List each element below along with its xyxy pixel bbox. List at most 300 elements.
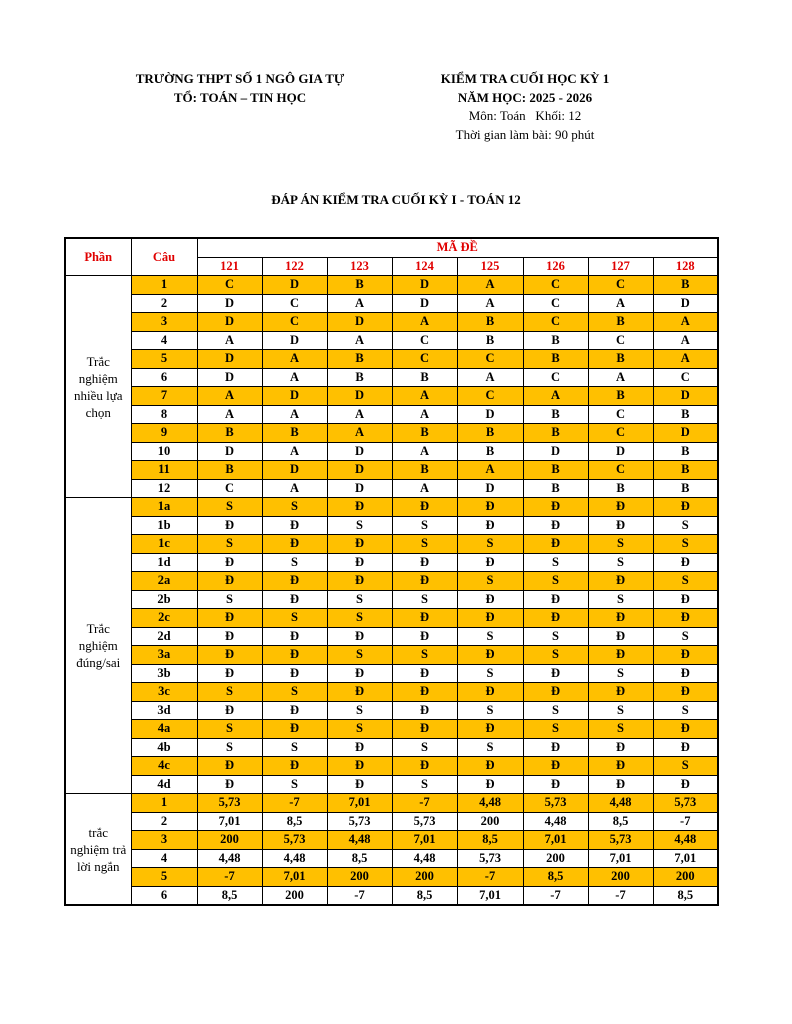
answer-cell: C bbox=[588, 424, 653, 443]
answer-cell: C bbox=[262, 294, 327, 313]
answer-cell: Đ bbox=[523, 535, 588, 554]
answer-cell: Đ bbox=[523, 738, 588, 757]
answer-cell: B bbox=[197, 424, 262, 443]
answer-cell: Đ bbox=[523, 590, 588, 609]
answer-cell: 8,5 bbox=[392, 886, 457, 905]
answer-cell: S bbox=[653, 572, 718, 591]
answer-cell: 200 bbox=[457, 812, 523, 831]
answer-cell: B bbox=[588, 313, 653, 332]
answer-cell: 5,73 bbox=[457, 849, 523, 868]
answer-table bbox=[64, 237, 719, 906]
school-name: TRƯỜNG THPT SỐ 1 NGÔ GIA TỰ bbox=[135, 71, 345, 86]
answer-cell: 5,73 bbox=[653, 794, 718, 813]
answer-cell: B bbox=[653, 442, 718, 461]
answer-cell: A bbox=[392, 313, 457, 332]
table-row bbox=[65, 738, 718, 757]
answer-cell: 8,5 bbox=[262, 812, 327, 831]
answer-cell: 4,48 bbox=[588, 794, 653, 813]
answer-cell: B bbox=[327, 368, 392, 387]
answer-cell: 200 bbox=[262, 886, 327, 905]
answer-cell: D bbox=[327, 313, 392, 332]
answer-cell: S bbox=[392, 535, 457, 554]
answer-cell: S bbox=[653, 516, 718, 535]
answer-cell: 200 bbox=[392, 868, 457, 887]
answer-cell: B bbox=[262, 424, 327, 443]
answer-cell: Đ bbox=[457, 757, 523, 776]
table-row bbox=[65, 683, 718, 702]
answer-cell: Đ bbox=[653, 646, 718, 665]
answer-cell: Đ bbox=[262, 572, 327, 591]
answer-cell: -7 bbox=[588, 886, 653, 905]
answer-cell: B bbox=[457, 313, 523, 332]
answer-cell: 5,73 bbox=[588, 831, 653, 850]
answer-cell: 7,01 bbox=[197, 812, 262, 831]
answer-cell: S bbox=[523, 627, 588, 646]
answer-cell: C bbox=[523, 313, 588, 332]
answer-cell: Đ bbox=[588, 609, 653, 628]
answer-cell: Đ bbox=[327, 627, 392, 646]
answer-cell: D bbox=[262, 276, 327, 295]
answer-cell: -7 bbox=[523, 886, 588, 905]
answer-cell: Đ bbox=[653, 683, 718, 702]
answer-cell: 200 bbox=[197, 831, 262, 850]
answer-cell: A bbox=[327, 294, 392, 313]
question-number: 8 bbox=[131, 405, 197, 424]
table-row bbox=[65, 553, 718, 572]
question-number: 12 bbox=[131, 479, 197, 498]
answer-cell: Đ bbox=[327, 535, 392, 554]
table-row bbox=[65, 590, 718, 609]
answer-cell: A bbox=[588, 294, 653, 313]
answer-cell: B bbox=[588, 479, 653, 498]
answer-cell: B bbox=[197, 461, 262, 480]
answer-cell: S bbox=[523, 720, 588, 739]
answer-cell: S bbox=[392, 516, 457, 535]
answer-cell: Đ bbox=[523, 609, 588, 628]
answer-cell: S bbox=[197, 738, 262, 757]
answer-cell: A bbox=[262, 479, 327, 498]
answer-table-body bbox=[65, 276, 718, 906]
answer-cell: B bbox=[523, 461, 588, 480]
answer-cell: Đ bbox=[262, 720, 327, 739]
answer-cell: Đ bbox=[327, 553, 392, 572]
table-row bbox=[65, 664, 718, 683]
answer-cell: Đ bbox=[653, 775, 718, 794]
section-label: trắc nghiệm trả lời ngắn bbox=[65, 794, 131, 906]
answer-cell: 8,5 bbox=[653, 886, 718, 905]
exam-code-header: 121 bbox=[197, 257, 262, 276]
answer-cell: 8,5 bbox=[197, 886, 262, 905]
answer-cell: Đ bbox=[457, 553, 523, 572]
answer-cell: Đ bbox=[197, 516, 262, 535]
answer-cell: 7,01 bbox=[653, 849, 718, 868]
answer-cell: Đ bbox=[588, 775, 653, 794]
answer-cell: D bbox=[327, 387, 392, 406]
answer-table-wrapper bbox=[64, 237, 719, 906]
answer-cell: S bbox=[588, 701, 653, 720]
answer-cell: 5,73 bbox=[197, 794, 262, 813]
table-row bbox=[65, 405, 718, 424]
answer-cell: D bbox=[457, 479, 523, 498]
answer-cell: 4,48 bbox=[197, 849, 262, 868]
column-header-cau: Câu bbox=[131, 238, 197, 276]
answer-cell: Đ bbox=[523, 775, 588, 794]
answer-cell: 7,01 bbox=[457, 886, 523, 905]
answer-cell: S bbox=[197, 590, 262, 609]
answer-cell: 7,01 bbox=[588, 849, 653, 868]
answer-cell: D bbox=[262, 331, 327, 350]
table-row bbox=[65, 609, 718, 628]
answer-cell: Đ bbox=[197, 757, 262, 776]
question-number: 4d bbox=[131, 775, 197, 794]
answer-cell: S bbox=[197, 535, 262, 554]
answer-cell: A bbox=[327, 405, 392, 424]
answer-cell: C bbox=[588, 331, 653, 350]
column-header-ma-de: MÃ ĐỀ bbox=[197, 238, 718, 257]
answer-cell: S bbox=[262, 609, 327, 628]
answer-cell: C bbox=[197, 479, 262, 498]
answer-cell: 200 bbox=[523, 849, 588, 868]
answer-cell: 5,73 bbox=[523, 794, 588, 813]
question-number: 3b bbox=[131, 664, 197, 683]
question-number: 2 bbox=[131, 812, 197, 831]
answer-cell: 4,48 bbox=[262, 849, 327, 868]
answer-cell: D bbox=[197, 350, 262, 369]
question-number: 6 bbox=[131, 886, 197, 905]
answer-cell: S bbox=[588, 664, 653, 683]
question-number: 1 bbox=[131, 794, 197, 813]
answer-cell: S bbox=[523, 701, 588, 720]
answer-cell: S bbox=[392, 775, 457, 794]
answer-cell: Đ bbox=[327, 664, 392, 683]
answer-cell: Đ bbox=[392, 664, 457, 683]
question-number: 3 bbox=[131, 313, 197, 332]
answer-cell: -7 bbox=[262, 794, 327, 813]
answer-cell: S bbox=[327, 590, 392, 609]
answer-cell: Đ bbox=[457, 590, 523, 609]
answer-cell: S bbox=[588, 553, 653, 572]
table-row bbox=[65, 424, 718, 443]
answer-cell: S bbox=[523, 572, 588, 591]
table-row bbox=[65, 720, 718, 739]
exam-header bbox=[390, 70, 660, 144]
answer-cell: Đ bbox=[457, 646, 523, 665]
answer-cell: B bbox=[457, 331, 523, 350]
question-number: 9 bbox=[131, 424, 197, 443]
answer-cell: A bbox=[392, 479, 457, 498]
answer-cell: A bbox=[262, 442, 327, 461]
answer-cell: Đ bbox=[327, 757, 392, 776]
answer-cell: C bbox=[588, 461, 653, 480]
answer-cell: B bbox=[327, 276, 392, 295]
question-number: 2c bbox=[131, 609, 197, 628]
answer-cell: S bbox=[457, 572, 523, 591]
duration-line: Thời gian làm bài: 90 phút bbox=[455, 126, 595, 142]
answer-cell: Đ bbox=[197, 775, 262, 794]
question-number: 2d bbox=[131, 627, 197, 646]
answer-cell: C bbox=[653, 368, 718, 387]
question-number: 2 bbox=[131, 294, 197, 313]
answer-cell: S bbox=[197, 498, 262, 517]
answer-cell: S bbox=[327, 720, 392, 739]
answer-cell: A bbox=[653, 350, 718, 369]
column-header-phan: Phần bbox=[65, 238, 131, 276]
table-row bbox=[65, 368, 718, 387]
answer-cell: S bbox=[262, 553, 327, 572]
answer-cell: 4,48 bbox=[457, 794, 523, 813]
answer-cell: B bbox=[653, 479, 718, 498]
answer-cell: S bbox=[262, 738, 327, 757]
answer-cell: A bbox=[457, 461, 523, 480]
table-row bbox=[65, 646, 718, 665]
exam-code-header: 126 bbox=[523, 257, 588, 276]
answer-cell: D bbox=[262, 461, 327, 480]
question-number: 6 bbox=[131, 368, 197, 387]
answer-cell: B bbox=[523, 479, 588, 498]
answer-cell: A bbox=[197, 405, 262, 424]
subject-line: Môn: Toán Khối: 12 bbox=[468, 108, 582, 123]
answer-cell: S bbox=[588, 720, 653, 739]
question-number: 11 bbox=[131, 461, 197, 480]
table-row bbox=[65, 479, 718, 498]
answer-cell: B bbox=[392, 424, 457, 443]
exam-code-header: 122 bbox=[262, 257, 327, 276]
answer-cell: 8,5 bbox=[588, 812, 653, 831]
table-row bbox=[65, 572, 718, 591]
answer-cell: B bbox=[523, 424, 588, 443]
answer-cell: -7 bbox=[457, 868, 523, 887]
section-label: Trắc nghiệm nhiều lựa chọn bbox=[65, 276, 131, 498]
question-number: 10 bbox=[131, 442, 197, 461]
table-row bbox=[65, 516, 718, 535]
answer-cell: S bbox=[523, 553, 588, 572]
answer-cell: Đ bbox=[262, 646, 327, 665]
answer-cell: B bbox=[327, 350, 392, 369]
answer-cell: Đ bbox=[262, 516, 327, 535]
answer-cell: D bbox=[653, 424, 718, 443]
answer-cell: A bbox=[262, 368, 327, 387]
answer-cell: Đ bbox=[588, 516, 653, 535]
answer-cell: Đ bbox=[588, 498, 653, 517]
answer-cell: S bbox=[653, 701, 718, 720]
answer-cell: Đ bbox=[588, 683, 653, 702]
answer-cell: 8,5 bbox=[523, 868, 588, 887]
table-row bbox=[65, 701, 718, 720]
table-row bbox=[65, 849, 718, 868]
answer-cell: Đ bbox=[392, 572, 457, 591]
answer-cell: Đ bbox=[327, 498, 392, 517]
answer-cell: D bbox=[327, 442, 392, 461]
answer-cell: Đ bbox=[327, 738, 392, 757]
answer-cell: -7 bbox=[653, 812, 718, 831]
table-row bbox=[65, 461, 718, 480]
answer-cell: 4,48 bbox=[327, 831, 392, 850]
answer-cell: 8,5 bbox=[457, 831, 523, 850]
answer-cell: B bbox=[523, 405, 588, 424]
department-name: TỔ: TOÁN – TIN HỌC bbox=[173, 89, 307, 105]
answer-cell: Đ bbox=[653, 498, 718, 517]
answer-cell: Đ bbox=[392, 553, 457, 572]
section-label: Trắc nghiệm đúng/sai bbox=[65, 498, 131, 794]
answer-cell: 7,01 bbox=[327, 794, 392, 813]
answer-cell: 200 bbox=[588, 868, 653, 887]
question-number: 1b bbox=[131, 516, 197, 535]
answer-cell: Đ bbox=[588, 646, 653, 665]
question-number: 4a bbox=[131, 720, 197, 739]
answer-cell: Đ bbox=[327, 683, 392, 702]
answer-cell: Đ bbox=[653, 738, 718, 757]
answer-cell: Đ bbox=[457, 720, 523, 739]
answer-cell: Đ bbox=[457, 516, 523, 535]
answer-cell: S bbox=[523, 646, 588, 665]
answer-cell: S bbox=[262, 683, 327, 702]
answer-cell: B bbox=[457, 424, 523, 443]
question-number: 7 bbox=[131, 387, 197, 406]
answer-cell: S bbox=[197, 720, 262, 739]
table-row bbox=[65, 331, 718, 350]
answer-cell: A bbox=[392, 442, 457, 461]
question-number: 3 bbox=[131, 831, 197, 850]
answer-cell: 4,48 bbox=[653, 831, 718, 850]
answer-cell: Đ bbox=[197, 572, 262, 591]
answer-cell: Đ bbox=[262, 701, 327, 720]
answer-cell: S bbox=[327, 609, 392, 628]
answer-cell: -7 bbox=[327, 886, 392, 905]
table-row bbox=[65, 831, 718, 850]
document-title: ĐÁP ÁN KIỂM TRA CUỐI KỲ I - TOÁN 12 bbox=[271, 192, 521, 207]
answer-cell: Đ bbox=[197, 664, 262, 683]
answer-cell: Đ bbox=[588, 572, 653, 591]
answer-cell: Đ bbox=[588, 738, 653, 757]
school-year: NĂM HỌC: 2025 - 2026 bbox=[457, 89, 593, 105]
table-row bbox=[65, 775, 718, 794]
answer-cell: A bbox=[457, 276, 523, 295]
answer-cell: D bbox=[197, 294, 262, 313]
answer-cell: C bbox=[523, 368, 588, 387]
answer-cell: D bbox=[653, 387, 718, 406]
question-number: 1c bbox=[131, 535, 197, 554]
question-number: 4b bbox=[131, 738, 197, 757]
answer-cell: S bbox=[457, 535, 523, 554]
question-number: 5 bbox=[131, 350, 197, 369]
answer-cell: B bbox=[588, 350, 653, 369]
answer-cell: Đ bbox=[327, 775, 392, 794]
table-row bbox=[65, 627, 718, 646]
answer-cell: B bbox=[457, 442, 523, 461]
answer-cell: S bbox=[457, 664, 523, 683]
answer-cell: Đ bbox=[392, 498, 457, 517]
answer-cell: Đ bbox=[653, 609, 718, 628]
answer-cell: Đ bbox=[523, 757, 588, 776]
answer-cell: Đ bbox=[262, 664, 327, 683]
answer-cell: Đ bbox=[523, 683, 588, 702]
answer-cell: 200 bbox=[327, 868, 392, 887]
answer-cell: Đ bbox=[197, 646, 262, 665]
answer-cell: Đ bbox=[392, 609, 457, 628]
question-number: 3c bbox=[131, 683, 197, 702]
answer-cell: B bbox=[653, 405, 718, 424]
answer-cell: Đ bbox=[523, 664, 588, 683]
answer-cell: C bbox=[457, 350, 523, 369]
answer-cell: Đ bbox=[523, 498, 588, 517]
answer-cell: D bbox=[653, 294, 718, 313]
answer-cell: C bbox=[523, 294, 588, 313]
table-row bbox=[65, 313, 718, 332]
answer-cell: A bbox=[197, 331, 262, 350]
answer-cell: B bbox=[392, 368, 457, 387]
table-row bbox=[65, 868, 718, 887]
answer-cell: A bbox=[327, 424, 392, 443]
exam-title: KIỂM TRA CUỐI HỌC KỲ 1 bbox=[440, 71, 610, 86]
answer-cell: A bbox=[262, 350, 327, 369]
answer-cell: S bbox=[262, 775, 327, 794]
answer-cell: B bbox=[653, 276, 718, 295]
exam-code-header: 123 bbox=[327, 257, 392, 276]
table-row bbox=[65, 350, 718, 369]
answer-cell: Đ bbox=[197, 553, 262, 572]
answer-cell: S bbox=[588, 535, 653, 554]
table-row bbox=[65, 886, 718, 905]
answer-cell: B bbox=[523, 350, 588, 369]
answer-cell: D bbox=[588, 442, 653, 461]
answer-cell: Đ bbox=[653, 553, 718, 572]
answer-cell: A bbox=[653, 313, 718, 332]
answer-cell: A bbox=[588, 368, 653, 387]
question-number: 5 bbox=[131, 868, 197, 887]
answer-cell: Đ bbox=[457, 775, 523, 794]
answer-cell: Đ bbox=[197, 701, 262, 720]
answer-cell: D bbox=[392, 276, 457, 295]
question-number: 4 bbox=[131, 849, 197, 868]
answer-cell: S bbox=[653, 757, 718, 776]
answer-cell: D bbox=[197, 368, 262, 387]
answer-cell: S bbox=[262, 498, 327, 517]
exam-code-header: 128 bbox=[653, 257, 718, 276]
answer-cell: D bbox=[327, 461, 392, 480]
question-number: 4 bbox=[131, 331, 197, 350]
answer-cell: Đ bbox=[457, 609, 523, 628]
question-number: 2b bbox=[131, 590, 197, 609]
answer-cell: D bbox=[197, 442, 262, 461]
answer-cell: Đ bbox=[262, 627, 327, 646]
answer-cell: 7,01 bbox=[523, 831, 588, 850]
question-number: 1a bbox=[131, 498, 197, 517]
answer-cell: A bbox=[197, 387, 262, 406]
answer-cell: C bbox=[392, 350, 457, 369]
exam-code-header: 125 bbox=[457, 257, 523, 276]
answer-cell: Đ bbox=[327, 572, 392, 591]
answer-cell: S bbox=[588, 590, 653, 609]
answer-cell: 4,48 bbox=[523, 812, 588, 831]
exam-code-header: 127 bbox=[588, 257, 653, 276]
answer-cell: 200 bbox=[653, 868, 718, 887]
question-number: 3a bbox=[131, 646, 197, 665]
answer-cell: C bbox=[588, 276, 653, 295]
question-number: 2a bbox=[131, 572, 197, 591]
answer-cell: C bbox=[523, 276, 588, 295]
answer-cell: 5,73 bbox=[327, 812, 392, 831]
table-row bbox=[65, 812, 718, 831]
answer-cell: Đ bbox=[392, 701, 457, 720]
table-row bbox=[65, 757, 718, 776]
answer-cell: Đ bbox=[588, 757, 653, 776]
answer-cell: S bbox=[457, 627, 523, 646]
answer-cell: B bbox=[653, 461, 718, 480]
answer-cell: Đ bbox=[392, 683, 457, 702]
question-number: 3d bbox=[131, 701, 197, 720]
table-row bbox=[65, 535, 718, 554]
answer-cell: D bbox=[523, 442, 588, 461]
